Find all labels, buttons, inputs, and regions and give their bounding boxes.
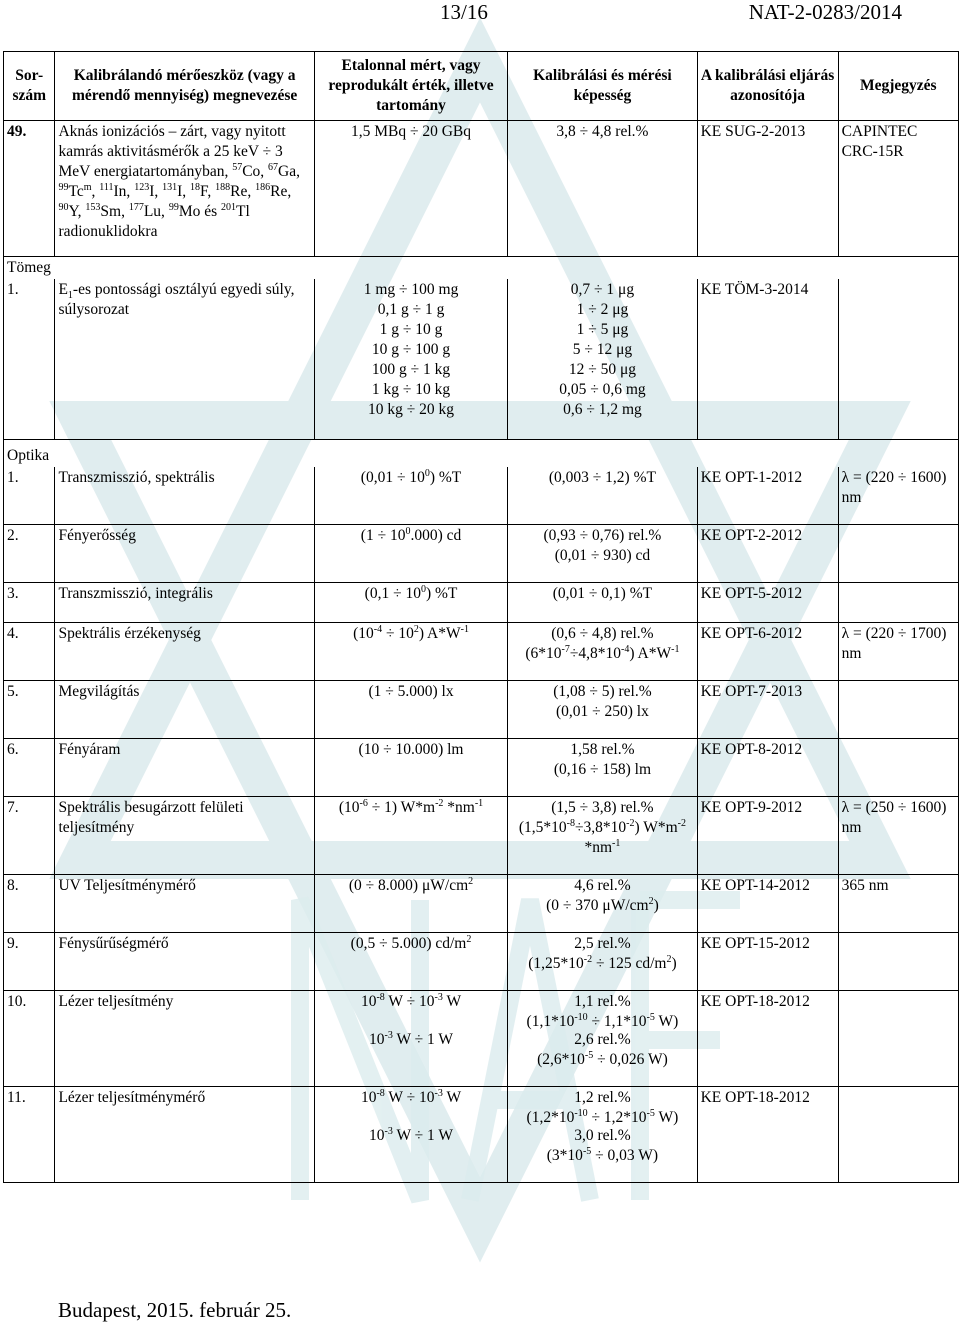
- col-header-range: Etalonnal mért, vagy reprodukált érték, illetve tartomány: [314, 52, 507, 121]
- row-num: 2.: [4, 525, 55, 583]
- row-item: Lézer teljesítménymérő: [55, 1087, 314, 1183]
- row-range: (1 ÷ 5.000) lx: [314, 681, 507, 739]
- table-row: [4, 1087, 959, 1183]
- row-num: 8.: [4, 875, 55, 933]
- page-header: [0, 0, 960, 24]
- row-range: (0,5 ÷ 5.000) $cd/m^2$: [314, 933, 507, 991]
- mass-capability-value: 5 ÷ 12 μg: [572, 341, 633, 358]
- row-item: Fényerősség: [55, 525, 314, 583]
- table-row: [4, 991, 959, 1087]
- row-capability: (0,003 ÷ 1,2) %T: [508, 467, 697, 525]
- item-desc: -es pontossági osztályú egyedi súly, súlysorozat: [58, 281, 295, 318]
- laser-rows: [4, 991, 959, 1183]
- row-note: [838, 739, 958, 797]
- section-title-optics: Optika: [4, 439, 959, 467]
- table-row: [4, 933, 959, 991]
- row-range: 1,5 MBq ÷ 20 GBq: [314, 121, 507, 257]
- accreditation-table: [3, 51, 959, 1183]
- table-row: [4, 525, 959, 583]
- section-title-mass: Tömeg: [4, 257, 959, 280]
- col-header-capability: Kalibrálási és mérési képesség: [508, 52, 697, 121]
- row-num: 49.: [4, 121, 55, 257]
- row-procedure: KE TÖM-3-2014: [697, 279, 838, 439]
- col-header-num: Sor-szám: [4, 52, 55, 121]
- item-prefix: E: [58, 281, 68, 298]
- row-item: Transzmisszió, spektrális: [55, 467, 314, 525]
- row-item: Fénysűrűségmérő: [55, 933, 314, 991]
- row-note: CAPINTEC CRC-15R: [838, 121, 958, 257]
- row-capability: (0,01 ÷ 0,1) %T: [508, 583, 697, 623]
- table-row: [4, 797, 959, 875]
- col-header-note: Megjegyzés: [838, 52, 958, 121]
- row-range: $(1 \div 10^0.000)$ cd: [314, 525, 507, 583]
- row-range: $(10^{-6} \div 1)$ $W*m^{-2}$ $*nm^{-1}$: [314, 797, 507, 875]
- row-capability: 4,6 rel.% (0 ÷ 370 $\mu W/cm^2$): [508, 875, 697, 933]
- row-num: 10.: [4, 991, 55, 1087]
- row-procedure: KE SUG-2-2013: [697, 121, 838, 257]
- row-item: Megvilágítás: [55, 681, 314, 739]
- row-capability: (1,08 ÷ 5) rel.% (0,01 ÷ 250) lx: [508, 681, 697, 739]
- row-num: 5.: [4, 681, 55, 739]
- mass-capabilities: [508, 279, 697, 439]
- row-procedure: KE OPT-15-2012: [697, 933, 838, 991]
- row-procedure: KE OPT-6-2012: [697, 623, 838, 681]
- row-item: Lézer teljesítmény: [55, 991, 314, 1087]
- document-id: NAT-2-0283/2014: [748, 0, 902, 24]
- row-note: [838, 279, 958, 439]
- row-note: [838, 991, 958, 1087]
- row-procedure: KE OPT-9-2012: [697, 797, 838, 875]
- col-header-item: Kalibrálandó mérőeszköz (vagy a mérendő mennyiség) megnevezése: [55, 52, 314, 121]
- footer-place-date: Budapest, 2015. február 25.: [58, 1298, 292, 1322]
- section-row-optics: [4, 439, 959, 467]
- page-number: 13/16: [440, 0, 488, 24]
- table-row: [4, 583, 959, 623]
- isotope-list: $^{57}$Co, $^{67}$Ga, $^{99}$Tc$^m$, $^{111}$In, $^{123}$I, $^{131}$I, $^{18}$F, $^{188}$Re, $^{186}$Re, $^{90}$Y, $^{153}$Sm, $^{177}$Lu, $^{99}$Mo és $^{201}$Tl radionuklidokra: [58, 161, 300, 240]
- row-item: UV Teljesítménymérő: [55, 875, 314, 933]
- row-capability: (1,5 ÷ 3,8) rel.% $(1,5*10^{-8}\div 3,8*10^{-2})$ $W*m^{-2}$ $*nm^{-1}$: [508, 797, 697, 875]
- mass-capability-value: 1 ÷ 5 μg: [576, 321, 629, 338]
- row-capability: 1,1 rel.% ($1,1*10^{-10} \div 1,1*10^{-5}$ W) 2,6 rel.% ($2,6*10^{-5} \div 0,026$ W): [508, 991, 697, 1087]
- optics-rows: [4, 467, 959, 991]
- row-num: 4.: [4, 623, 55, 681]
- table-row: [4, 681, 959, 739]
- header-row: [4, 52, 959, 121]
- row-range: $(10^{-4} \div 10^2)$ $A*W^{-1}$: [314, 623, 507, 681]
- mass-range-value: 1 kg ÷ 10 kg: [371, 381, 451, 398]
- row-num: 1.: [4, 467, 55, 525]
- row-range: $10^{-8}$ $W \div 10^{-3}$ W $10^{-3}$ W ÷ 1 W: [314, 1087, 507, 1183]
- row-note: [838, 933, 958, 991]
- row-note: λ = (220 ÷ 1700) nm: [838, 623, 958, 681]
- row-procedure: KE OPT-2-2012: [697, 525, 838, 583]
- row-num: 6.: [4, 739, 55, 797]
- row-range: $(0,01 \div 10^0)$ %T: [314, 467, 507, 525]
- row-item: Spektrális besugárzott felületi teljesítmény: [55, 797, 314, 875]
- table-row: [4, 623, 959, 681]
- mass-range-value: 0,1 g ÷ 1 g: [377, 301, 445, 318]
- mass-range-value: 10 g ÷ 100 g: [371, 341, 451, 358]
- mass-range-value: 1 mg ÷ 100 mg: [363, 281, 459, 298]
- row-note: 365 nm: [838, 875, 958, 933]
- row-num: 1.: [4, 279, 55, 439]
- row-item: [55, 279, 314, 439]
- row-procedure: KE OPT-7-2013: [697, 681, 838, 739]
- row-capability: (0,6 ÷ 4,8) rel.% $(6*10^{-7}\div 4,8*10^{-4})$ $A*W^{-1}$: [508, 623, 697, 681]
- section-row-mass: [4, 257, 959, 280]
- row-capability: 2,5 rel.% ($1,25*10^{-2} \div 125$ $cd/m^2$): [508, 933, 697, 991]
- col-header-procedure: A kalibrálási eljárás azonosítója: [697, 52, 838, 121]
- row-num: 11.: [4, 1087, 55, 1183]
- mass-capability-value: 1 ÷ 2 μg: [576, 301, 629, 318]
- row-procedure: KE OPT-14-2012: [697, 875, 838, 933]
- row-procedure: KE OPT-5-2012: [697, 583, 838, 623]
- row-note: [838, 681, 958, 739]
- table-row: [4, 875, 959, 933]
- row-capability: 1,2 rel.% ($1,2*10^{-10} \div 1,2*10^{-5}$ W) 3,0 rel.% ($3*10^{-5} \div 0,03$ W): [508, 1087, 697, 1183]
- table-row: [4, 739, 959, 797]
- mass-capability-value: 0,7 ÷ 1 μg: [570, 281, 635, 298]
- row-procedure: KE OPT-18-2012: [697, 991, 838, 1087]
- row-note: λ = (250 ÷ 1600) nm: [838, 797, 958, 875]
- item-desc: Aknás ionizációs – zárt, vagy nyitott kamrás aktivitásmérők a 25 keV ÷ 3 MeV energiatartományban,: [58, 123, 286, 180]
- row-range: $10^{-8}$ $W \div 10^{-3}$ W $10^{-3}$ W ÷ 1 W: [314, 991, 507, 1087]
- row-note: [838, 583, 958, 623]
- mass-range-value: 10 kg ÷ 20 kg: [368, 401, 455, 418]
- table-row: [4, 279, 959, 439]
- row-capability: 1,58 rel.% (0,16 ÷ 158) lm: [508, 739, 697, 797]
- table-row: [4, 467, 959, 525]
- row-note: [838, 525, 958, 583]
- mass-capability-value: 12 ÷ 50 μg: [568, 361, 637, 378]
- row-procedure: KE OPT-18-2012: [697, 1087, 838, 1183]
- row-num: 9.: [4, 933, 55, 991]
- row-note: [838, 1087, 958, 1183]
- row-num: 3.: [4, 583, 55, 623]
- row-item: Transzmisszió, integrális: [55, 583, 314, 623]
- mass-ranges: [314, 279, 507, 439]
- table-row: [4, 121, 959, 257]
- row-item: [55, 121, 314, 257]
- row-capability: (0,93 ÷ 0,76) rel.% (0,01 ÷ 930) cd: [508, 525, 697, 583]
- row-range: (10 ÷ 10.000) lm: [314, 739, 507, 797]
- row-procedure: KE OPT-1-2012: [697, 467, 838, 525]
- row-range: $(0,1 \div 10^0)$ %T: [314, 583, 507, 623]
- row-item: Fényáram: [55, 739, 314, 797]
- row-procedure: KE OPT-8-2012: [697, 739, 838, 797]
- row-capability: 3,8 ÷ 4,8 rel.%: [508, 121, 697, 257]
- row-item: Spektrális érzékenység: [55, 623, 314, 681]
- mass-capability-value: 0,6 ÷ 1,2 mg: [563, 401, 642, 418]
- mass-range-value: 1 g ÷ 10 g: [379, 321, 443, 338]
- row-range: (0 ÷ 8.000) $\mu W/cm^2$: [314, 875, 507, 933]
- item-sub: 1: [67, 290, 73, 302]
- row-num: 7.: [4, 797, 55, 875]
- row-note: λ = (220 ÷ 1600) nm: [838, 467, 958, 525]
- mass-capability-value: 0,05 ÷ 0,6 mg: [559, 381, 646, 398]
- mass-range-value: 100 g ÷ 1 kg: [371, 361, 451, 378]
